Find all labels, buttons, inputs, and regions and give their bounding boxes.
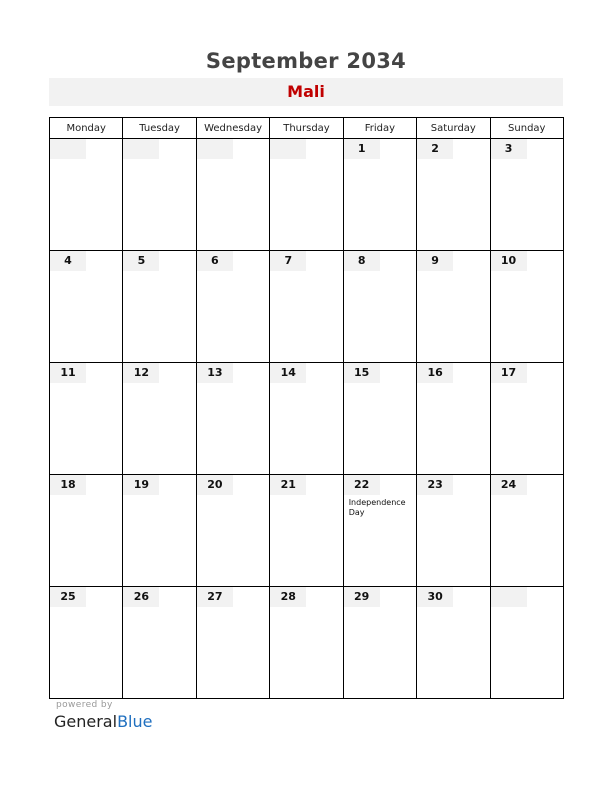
day-number: 14 [270, 363, 306, 383]
calendar-grid [49, 117, 564, 699]
day-cell[interactable] [50, 139, 123, 251]
day-cell[interactable] [490, 475, 563, 587]
week-row [50, 363, 564, 475]
day-number: 16 [417, 363, 453, 383]
day-cell[interactable] [50, 475, 123, 587]
day-cell[interactable] [123, 251, 196, 363]
empty-day-marker [50, 139, 86, 159]
day-cell[interactable] [196, 363, 269, 475]
day-number: 8 [344, 251, 380, 271]
day-cell[interactable] [123, 139, 196, 251]
weekday-header: Wednesday [196, 118, 269, 139]
day-number: 11 [50, 363, 86, 383]
day-cell[interactable] [343, 251, 416, 363]
day-cell[interactable] [50, 251, 123, 363]
day-number: 3 [491, 139, 527, 159]
day-cell[interactable] [270, 363, 343, 475]
day-number: 12 [123, 363, 159, 383]
day-cell[interactable] [196, 139, 269, 251]
day-cell[interactable] [490, 251, 563, 363]
empty-day-marker [491, 587, 527, 607]
empty-day-marker [270, 139, 306, 159]
day-number: 5 [123, 251, 159, 271]
day-cell[interactable] [123, 587, 196, 699]
week-row [50, 139, 564, 251]
brand-general-text: General [54, 712, 118, 731]
day-cell[interactable] [270, 139, 343, 251]
day-number: 20 [197, 475, 233, 495]
day-number: 7 [270, 251, 306, 271]
day-number: 19 [123, 475, 159, 495]
brand-logo[interactable] [54, 712, 152, 731]
brand-blue-text: Blue [117, 712, 153, 731]
day-number: 28 [270, 587, 306, 607]
day-number: 27 [197, 587, 233, 607]
week-row [50, 475, 564, 587]
day-number: 25 [50, 587, 86, 607]
day-cell[interactable] [490, 587, 563, 699]
weekday-header: Saturday [417, 118, 490, 139]
weekday-header: Monday [50, 118, 123, 139]
day-cell[interactable] [270, 475, 343, 587]
day-cell[interactable] [50, 587, 123, 699]
day-cell[interactable] [270, 251, 343, 363]
day-number: 4 [50, 251, 86, 271]
day-number: 13 [197, 363, 233, 383]
day-number: 6 [197, 251, 233, 271]
day-number: 10 [491, 251, 527, 271]
powered-by-text: powered by [56, 700, 113, 710]
day-number: 18 [50, 475, 86, 495]
day-cell[interactable] [196, 475, 269, 587]
day-cell[interactable] [343, 587, 416, 699]
day-cell[interactable] [343, 363, 416, 475]
country-label: Mali [49, 78, 563, 106]
week-row [50, 587, 564, 699]
weekday-header: Friday [343, 118, 416, 139]
empty-day-marker [197, 139, 233, 159]
day-cell[interactable] [417, 251, 490, 363]
day-cell[interactable] [417, 139, 490, 251]
day-number: 30 [417, 587, 453, 607]
day-number: 21 [270, 475, 306, 495]
day-cell[interactable] [196, 251, 269, 363]
day-number: 17 [491, 363, 527, 383]
page-title: September 2034 [205, 49, 407, 73]
calendar-body [50, 139, 564, 699]
day-cell[interactable] [490, 139, 563, 251]
day-cell[interactable] [490, 363, 563, 475]
day-number: 2 [417, 139, 453, 159]
day-cell[interactable] [270, 587, 343, 699]
day-number: 9 [417, 251, 453, 271]
day-number: 1 [344, 139, 380, 159]
weekday-header-row [50, 118, 564, 139]
day-cell[interactable] [417, 587, 490, 699]
day-number: 23 [417, 475, 453, 495]
day-cell[interactable] [123, 475, 196, 587]
day-cell[interactable] [343, 475, 416, 587]
day-number: 24 [491, 475, 527, 495]
day-cell[interactable] [417, 363, 490, 475]
weekday-header: Tuesday [123, 118, 196, 139]
empty-day-marker [123, 139, 159, 159]
day-cell[interactable] [50, 363, 123, 475]
day-cell[interactable] [196, 587, 269, 699]
day-number: 29 [344, 587, 380, 607]
day-cell[interactable] [417, 475, 490, 587]
day-number: 15 [344, 363, 380, 383]
weekday-header: Sunday [490, 118, 563, 139]
day-number: 22 [344, 475, 380, 495]
weekday-header: Thursday [270, 118, 343, 139]
day-cell[interactable] [123, 363, 196, 475]
holiday-label: Independence Day [348, 498, 406, 517]
day-number: 26 [123, 587, 159, 607]
day-cell[interactable] [343, 139, 416, 251]
week-row [50, 251, 564, 363]
